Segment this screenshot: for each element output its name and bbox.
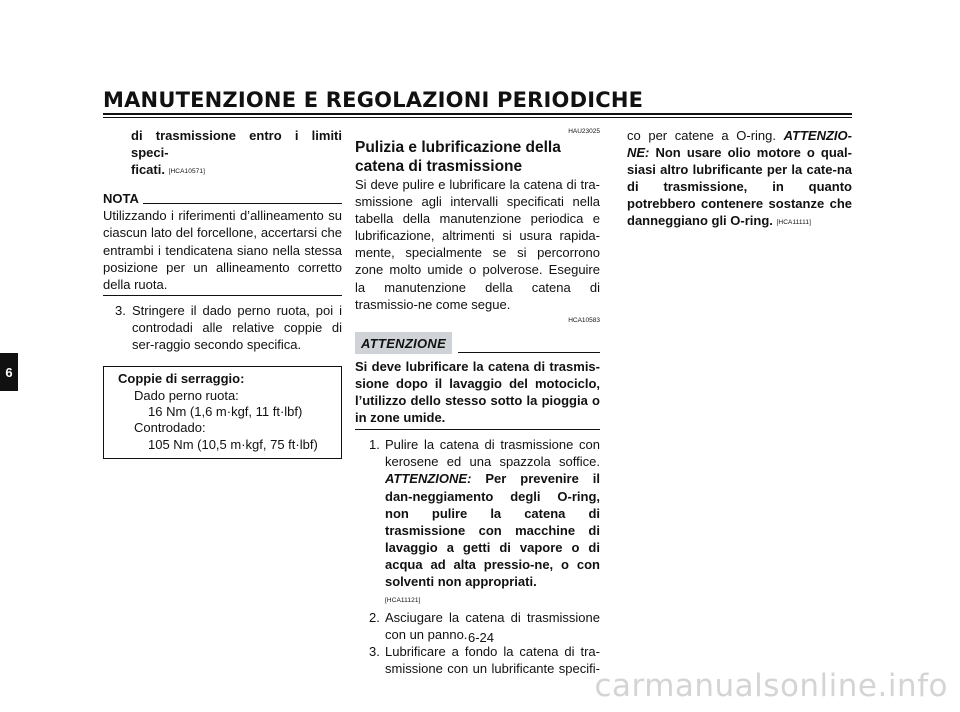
torque-spec-box (103, 366, 342, 459)
spec-item-value: 105 Nm (10,5 m·kgf, 75 ft·lbf) (148, 436, 318, 452)
step-number: 3. (369, 644, 380, 660)
column-right (627, 127, 852, 232)
header-rule (103, 113, 852, 115)
step-1 (355, 436, 600, 609)
step-3 (103, 302, 342, 353)
spec-item-value: 16 Nm (1,6 m·kgf, 11 ft·lbf) (148, 403, 303, 419)
step-text: Asciugare la catena di trasmissione con un panno. (385, 610, 600, 643)
column-left (103, 127, 342, 459)
step-warning-label: ATTENZIONE: (385, 471, 472, 487)
warning-label: ATTENZIO-NE: (627, 128, 852, 161)
nota-label: NOTA (103, 191, 139, 207)
continued-text: co per catene a O-ring. (627, 128, 776, 143)
caution-code: [HCA11111] (776, 219, 811, 227)
header-rule-thin (103, 117, 852, 118)
section-code: HAU23025 (568, 128, 600, 135)
spec-item-label: Dado perno ruota: (134, 387, 239, 403)
nota-heading (103, 190, 342, 207)
caution-rule (458, 352, 600, 353)
warning-text: Non usare olio motore o qual-siasi altro lubrificante per la cate-na di trasmissione, in quanto potrebbero contenere sostanze che danneggiano gli O-ring. (627, 145, 852, 229)
caution-bottom-rule (355, 429, 600, 430)
step-3 (355, 643, 600, 677)
section-intro: Si deve pulire e lubrificare la catena di tra-smissione agli intervalli specificati nella tabella della manutenzione periodica e lubrificazione, altrimenti si usura rapida-mente, specialmente se si percorrono zone molto umide o polverose. Eseguire la manutenzione della catena di trasmissio-ne come segue. (355, 177, 600, 312)
nota-bottom-rule (103, 295, 342, 296)
step-number: 3. (115, 302, 126, 318)
nota-text: Utilizzando i riferimenti d’allineamento su ciascun lato del forcellone, accertarsi che entrambi i tendicatena siano nella stessa posizione per un allineamento corretto della ruota. (103, 208, 342, 292)
spec-item-label: Controdado: (134, 420, 206, 436)
step-text: Stringere il dado perno ruota, poi i controdadi alle relative coppie di ser-raggio secondo specifica. (132, 302, 342, 353)
page-header-title: MANUTENZIONE E REGOLAZIONI PERIODICHE (103, 88, 644, 112)
nota-rule (143, 203, 342, 204)
caution-heading (355, 332, 600, 354)
step-warning-text: Per prevenire il dan-neggiamento degli O-ring, non pulire la catena di trasmissione con macchine di lavaggio a getti di vapore o di acqua ad alta pressio-ne, o con solventi non appropriati. (385, 471, 600, 589)
continued-warning-line1: di trasmissione entro i limiti speci- (131, 128, 342, 161)
step-text: Pulire la catena di trasmissione con kerosene ed una spazzola soffice. (385, 437, 600, 470)
chapter-tab: 6 (0, 353, 18, 391)
step-number: 1. (369, 437, 380, 453)
page-number: 6-24 (467, 630, 495, 645)
caution-code: HCA10583 (568, 316, 600, 324)
caution-code: [HCA10571] (168, 168, 206, 176)
continued-warning-line2: ficati. [HCA10571] (131, 162, 206, 178)
step-number: 2. (369, 610, 380, 626)
caution-badge: ATTENZIONE (355, 332, 452, 354)
column-middle (355, 127, 600, 678)
continued-warning (103, 127, 342, 180)
step-text: Lubrificare a fondo la catena di tra-smissione con un lubrificante specifi- (385, 644, 600, 677)
watermark: carmanualsonline.info (594, 668, 948, 704)
section-title: Pulizia e lubrificazione della catena di trasmissione (355, 139, 561, 175)
spec-title: Coppie di serraggio: (118, 371, 245, 387)
caution-text: Si deve lubrificare la catena di trasmis-sione dopo il lavaggio del motociclo, l’utilizzo dello stesso sotto la pioggia o in zone umide. (355, 358, 600, 426)
caution-code: [HCA11121] (385, 597, 421, 605)
step-code-line (385, 590, 600, 609)
